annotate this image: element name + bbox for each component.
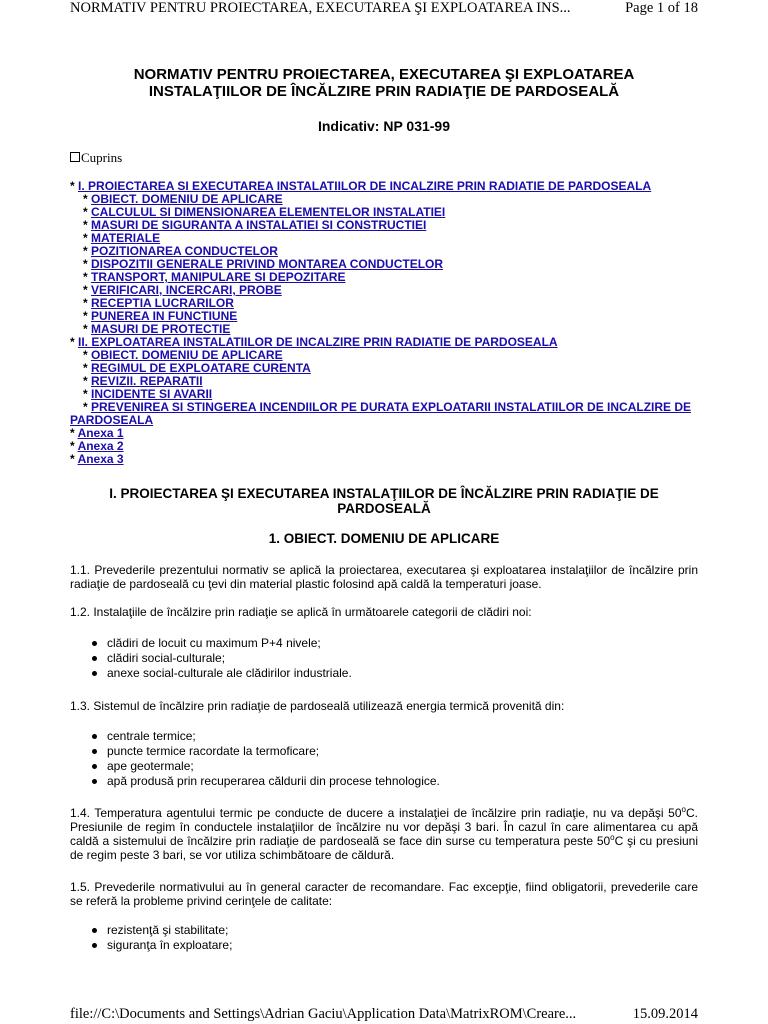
list-item: clădiri de locuit cu maximum P+4 nivele; bbox=[92, 636, 352, 651]
toc-link[interactable]: Anexa 1 bbox=[77, 426, 124, 440]
toc-item: * MASURI DE PROTECTIE bbox=[83, 322, 231, 336]
toc-item: * VERIFICARI, INCERCARI, PROBE bbox=[83, 283, 282, 297]
toc-item: * Anexa 1 bbox=[70, 426, 124, 440]
toc-link[interactable]: RECEPTIA LUCRARILOR bbox=[91, 296, 234, 310]
toc-link[interactable]: MATERIALE bbox=[91, 231, 161, 245]
toc-item: * POZITIONAREA CONDUCTELOR bbox=[83, 244, 278, 258]
toc-link[interactable]: OBIECT. DOMENIU DE APLICARE bbox=[91, 192, 283, 206]
toc-link[interactable]: I. PROIECTAREA SI EXECUTAREA INSTALATIILOR DE INCALZIRE PRIN RADIATIE DE PARDOSEALA bbox=[78, 179, 652, 193]
toc-item: * TRANSPORT, MANIPULARE SI DEPOZITARE bbox=[83, 270, 346, 284]
list-item: ape geotermale; bbox=[92, 759, 440, 774]
toc-item: * DISPOZITII GENERALE PRIVIND MONTAREA CONDUCTELOR bbox=[83, 257, 444, 271]
toc-link[interactable]: CALCULUL SI DIMENSIONAREA ELEMENTELOR INSTALATIEI bbox=[91, 205, 446, 219]
toc-item: * MASURI DE SIGURANTA A INSTALATIEI SI CONSTRUCTIEI bbox=[83, 218, 427, 232]
list-item: puncte termice racordate la termoficare; bbox=[92, 744, 440, 759]
degree-superscript: o bbox=[610, 833, 615, 842]
toc-link[interactable]: Anexa 2 bbox=[77, 439, 124, 453]
toc-link[interactable]: OBIECT. DOMENIU DE APLICARE bbox=[91, 348, 283, 362]
toc-item: * Anexa 2 bbox=[70, 439, 124, 453]
toc-item: * I. PROIECTAREA SI EXECUTAREA INSTALATIILOR DE INCALZIRE PRIN RADIATIE DE PARDOSEALA bbox=[70, 179, 652, 193]
toc-link[interactable]: REVIZII. REPARATII bbox=[91, 374, 203, 388]
paragraph-1-3: 1.3. Sistemul de încălzire prin radiaţie de pardoseală utilizează energia termică provenită din: bbox=[70, 699, 565, 713]
toc-link[interactable]: MASURI DE SIGURANTA A INSTALATIEI SI CONSTRUCTIEI bbox=[91, 218, 427, 232]
toc-link[interactable]: POZITIONAREA CONDUCTELOR bbox=[91, 244, 278, 258]
toc-item: * OBIECT. DOMENIU DE APLICARE bbox=[83, 348, 283, 362]
paragraph-1-4-part: C. Presiunile de regim în conductele instalaţiilor de încălzire nu vor depăşi 3 bari. În cazul în care alimentarea cu apă caldă a sistemului de încălzire prin radiaţie de pardoseală se face din surse cu temperatura peste 50 bbox=[70, 806, 698, 848]
toc-link[interactable]: MASURI DE PROTECTIE bbox=[91, 322, 231, 336]
toc-link[interactable]: II. EXPLOATAREA INSTALATIILOR DE INCALZIRE PRIN RADIATIE DE PARDOSEALA bbox=[78, 335, 558, 349]
toc-item: * CALCULUL SI DIMENSIONAREA ELEMENTELOR INSTALATIEI bbox=[83, 205, 446, 219]
list-item: apă produsă prin recuperarea căldurii din procese tehnologice. bbox=[92, 774, 440, 789]
print-footer bbox=[0, 1006, 768, 1024]
toc-item: * Anexa 3 bbox=[70, 452, 124, 466]
paragraph-1-4-part: C şi cu presiuni de regim peste 3 bari, se vor utiliza schimbătoare de căldură. bbox=[70, 834, 699, 862]
document-title-line: INSTALAŢIILOR DE ÎNCĂLZIRE PRIN RADIAŢIE DE PARDOSEALĂ bbox=[148, 83, 620, 100]
toc-item: * MATERIALE bbox=[83, 231, 161, 245]
list-item: rezistenţă şi stabilitate; bbox=[92, 923, 232, 938]
list-item: anexe social-culturale ale clădirilor industriale. bbox=[92, 666, 352, 681]
list-item: siguranţa în exploatare; bbox=[92, 938, 232, 953]
subsection-title: 1. OBIECT. DOMENIU DE APLICARE bbox=[268, 531, 500, 546]
paragraph-1-4-part: 1.4. Temperatura agentului termic pe conducte de ducere a instalaţiei de încălzire prin radiaţie, nu va depăşi 50 bbox=[70, 806, 682, 820]
list-item: clădiri social-culturale; bbox=[92, 651, 352, 666]
table-of-contents bbox=[70, 180, 710, 466]
toc-item: * INCIDENTE SI AVARII bbox=[83, 387, 213, 401]
toc-link[interactable]: REGIMUL DE EXPLOATARE CURENTA bbox=[91, 361, 311, 375]
document-title-line: NORMATIV PENTRU PROIECTAREA, EXECUTAREA ŞI EXPLOATAREA bbox=[133, 66, 635, 83]
toc-link[interactable]: TRANSPORT, MANIPULARE SI DEPOZITARE bbox=[91, 270, 346, 284]
header-page-number: Page 1 of 18 bbox=[625, 0, 698, 16]
degree-superscript: o bbox=[681, 805, 686, 814]
toc-link[interactable]: PUNEREA IN FUNCTIUNE bbox=[91, 309, 238, 323]
building-categories-list bbox=[92, 636, 352, 681]
print-header bbox=[0, 0, 768, 20]
quality-requirements-list bbox=[92, 923, 232, 953]
toc-item: * OBIECT. DOMENIU DE APLICARE bbox=[83, 192, 283, 206]
paragraph-1-5: 1.5. Prevederile normativului au în general caracter de recomandare. Fac excepţie, fiind obligatorii, prevederile care se referă la probleme privind cerinţele de calitate: bbox=[70, 880, 698, 908]
toc-item: * REGIMUL DE EXPLOATARE CURENTA bbox=[83, 361, 311, 375]
cuprins-label: Cuprins bbox=[81, 150, 123, 165]
toc-item: * II. EXPLOATAREA INSTALATIILOR DE INCALZIRE PRIN RADIATIE DE PARDOSEALA bbox=[70, 335, 558, 349]
paragraph-1-4 bbox=[70, 806, 698, 862]
toc-item: * PREVENIREA SI STINGEREA INCENDIILOR PE DURATA EXPLOATARII INSTALATIILOR DE INCALZIRE DE PARDOSEALA bbox=[70, 400, 692, 427]
toc-link[interactable]: VERIFICARI, INCERCARI, PROBE bbox=[91, 283, 282, 297]
toc-link[interactable]: INCIDENTE SI AVARII bbox=[91, 387, 213, 401]
cuprins-heading bbox=[70, 150, 122, 166]
document-indicativ: Indicativ: NP 031-99 bbox=[317, 118, 451, 134]
document-title bbox=[70, 66, 698, 100]
broken-image-icon bbox=[70, 152, 80, 162]
energy-sources-list bbox=[92, 729, 440, 789]
toc-link[interactable]: PREVENIREA SI STINGEREA INCENDIILOR PE DURATA EXPLOATARII INSTALATIILOR DE INCALZIRE DE PARDOSEALA bbox=[70, 400, 692, 427]
footer-date: 15.09.2014 bbox=[632, 1006, 698, 1022]
paragraph-1-2: 1.2. Instalaţiile de încălzire prin radiaţie se aplică în următoarele categorii de clădiri noi: bbox=[70, 605, 532, 619]
toc-link[interactable]: DISPOZITII GENERALE PRIVIND MONTAREA CONDUCTELOR bbox=[91, 257, 444, 271]
header-title: NORMATIV PENTRU PROIECTAREA, EXECUTAREA ŞI EXPLOATAREA INS... bbox=[70, 0, 571, 16]
footer-file-path: file://C:\Documents and Settings\Adrian Gaciu\Application Data\MatrixROM\Creare... bbox=[70, 1006, 577, 1022]
toc-link[interactable]: Anexa 3 bbox=[77, 452, 124, 466]
list-item: centrale termice; bbox=[92, 729, 440, 744]
paragraph-1-1: 1.1. Prevederile prezentului normativ se aplică la proiectarea, executarea şi exploatarea instalaţiilor de încălzire prin radiaţie de pardoseală cu ţevi din material plastic folosind apă caldă la temperaturi joase. bbox=[70, 563, 698, 591]
toc-item: * REVIZII. REPARATII bbox=[83, 374, 203, 388]
section-title: I. PROIECTAREA ŞI EXECUTAREA INSTALAŢIILOR DE ÎNCĂLZIRE PRIN RADIAŢIE DE PARDOSEALĂ bbox=[109, 486, 659, 516]
toc-item: * RECEPTIA LUCRARILOR bbox=[83, 296, 234, 310]
toc-item: * PUNEREA IN FUNCTIUNE bbox=[83, 309, 238, 323]
